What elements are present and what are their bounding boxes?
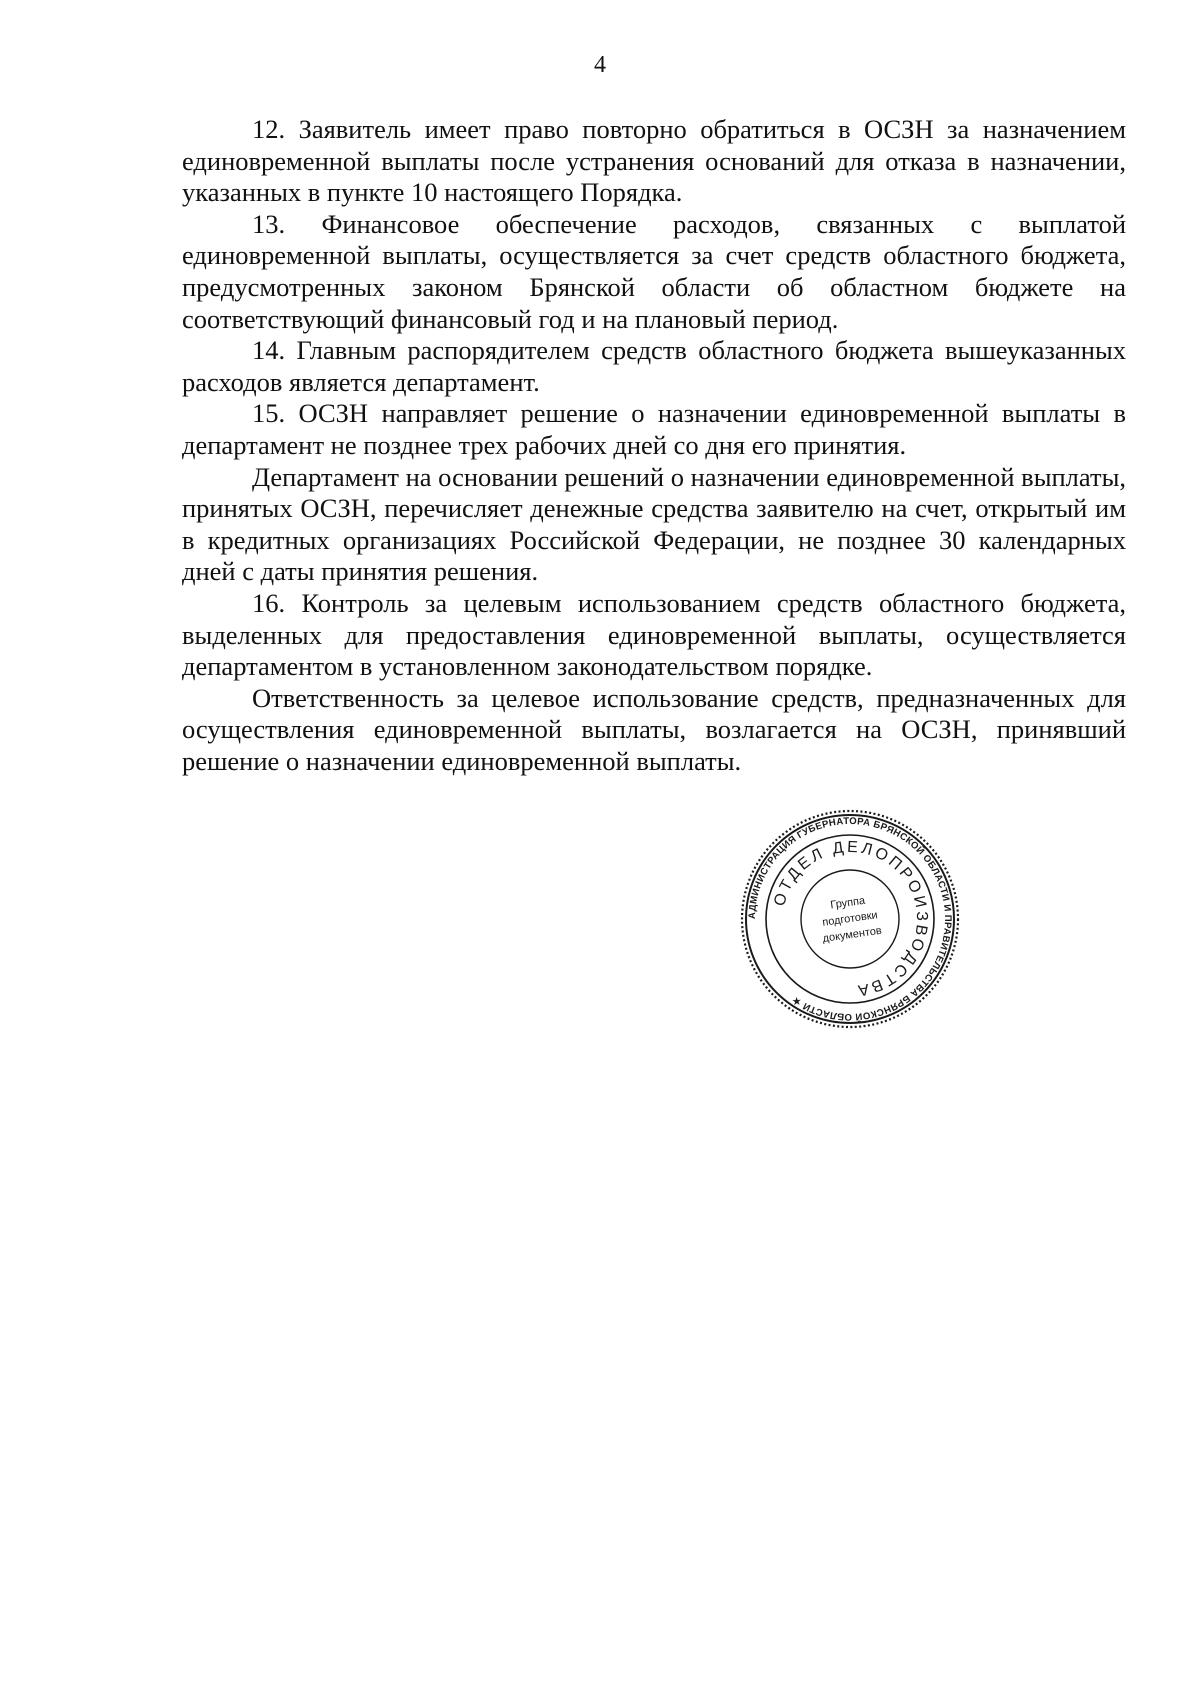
stamp-center-line-1: Группа [829,894,866,912]
paragraph-15-continuation: Департамент на основании решений о назначении единовременной выплаты, принятых ОСЗН, перечисляет денежные средства заявителю на счет, открытый им в кредитных организациях Российской Федерации, не позднее 30 календарных дней с даты принятия решения. [182,461,1126,587]
paragraph-15: 15. ОСЗН направляет решение о назначении единовременной выплаты в департамент не позднее трех рабочих дней со дня его принятия. [182,398,1126,460]
paragraph-12: 12. Заявитель имеет право повторно обратиться в ОСЗН за назначением единовременной выплаты после устранения оснований для отказа в назначении, указанных в пункте 10 настоящего Порядка. [182,114,1126,208]
stamp-center-line-3: документов [821,924,883,945]
stamp-inner-ring-text: ОТДЕЛ ДЕЛОПРОИЗВОДСТВА [771,838,931,1000]
page-number: 4 [594,52,606,78]
paragraph-13: 13. Финансовое обеспечение расходов, связанных с выплатой единовременной выплаты, осуществляется за счет средств областного бюджета, предусмотренных законом Брянской области об областном бюджете на соответствующий финансовый год и на плановый период. [182,208,1126,334]
official-stamp [739,808,961,1030]
stamp-center-line-2: подготовки [821,909,879,929]
stamp-outer-ring-text: АДМИНИСТРАЦИЯ ГУБЕРНАТОРА БРЯНСКОЙ ОБЛАСТИ И ПРАВИТЕЛЬСТВА БРЯНСКОЙ ОБЛАСТИ ★ [746,815,954,1023]
stamp-graphic [739,808,961,1030]
paragraph-16-continuation: Ответственность за целевое использование средств, предназначенных для осуществления единовременной выплаты, возлагается на ОСЗН, принявший решение о назначении единовременной выплаты. [182,682,1126,776]
paragraph-14: 14. Главным распорядителем средств областного бюджета вышеуказанных расходов является департамент. [182,335,1126,397]
paragraph-16: 16. Контроль за целевым использованием средств областного бюджета, выделенных для предоставления единовременной выплаты, осуществляется департаментом в установленном законодательством порядке. [182,587,1126,682]
document-body [182,114,1126,777]
